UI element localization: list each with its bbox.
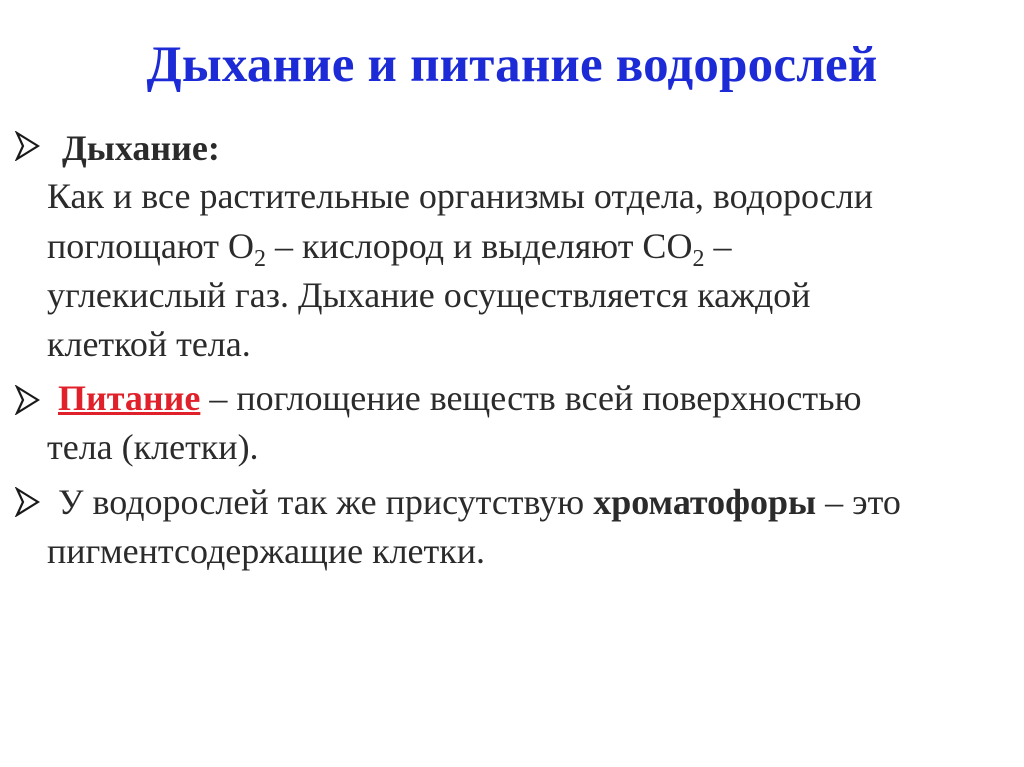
nutrition-definition: – поглощение веществ всей поверхностью bbox=[200, 378, 862, 418]
respiration-text-part: – кислород и выделяют СО bbox=[266, 226, 693, 266]
subscript: 2 bbox=[254, 246, 267, 272]
respiration-text-line-1: Как и все растительные организмы отдела, водоросли bbox=[47, 176, 874, 216]
nutrition-term: Питание bbox=[58, 378, 201, 418]
respiration-heading: Дыхание: bbox=[62, 128, 220, 168]
nutrition-line-1 bbox=[58, 380, 861, 416]
respiration-text-part: – bbox=[704, 226, 732, 266]
respiration-text-line-2 bbox=[47, 226, 732, 272]
respiration-text-part: поглощают О bbox=[47, 226, 255, 266]
chromatophore-text-pre: У водорослей так же присутствую bbox=[58, 482, 594, 522]
chromatophore-line-2: пигментсодержащие клетки. bbox=[47, 531, 485, 571]
chromatophore-line-1 bbox=[58, 484, 901, 520]
nutrition-line-2: тела (клетки). bbox=[47, 427, 259, 467]
chromatophore-text-rest: – это bbox=[816, 482, 901, 522]
respiration-text-line-3: углекислый газ. Дыхание осуществляется каждой bbox=[47, 275, 811, 315]
arrow-bullet-icon bbox=[14, 487, 40, 517]
respiration-text-line-4: клеткой тела. bbox=[47, 324, 251, 364]
arrow-bullet-icon bbox=[14, 131, 40, 161]
subscript: 2 bbox=[692, 246, 705, 272]
slide-title: Дыхание и питание водорослей bbox=[146, 37, 878, 93]
arrow-bullet-icon bbox=[14, 385, 40, 415]
chromatophore-term: хроматофоры bbox=[593, 482, 817, 522]
